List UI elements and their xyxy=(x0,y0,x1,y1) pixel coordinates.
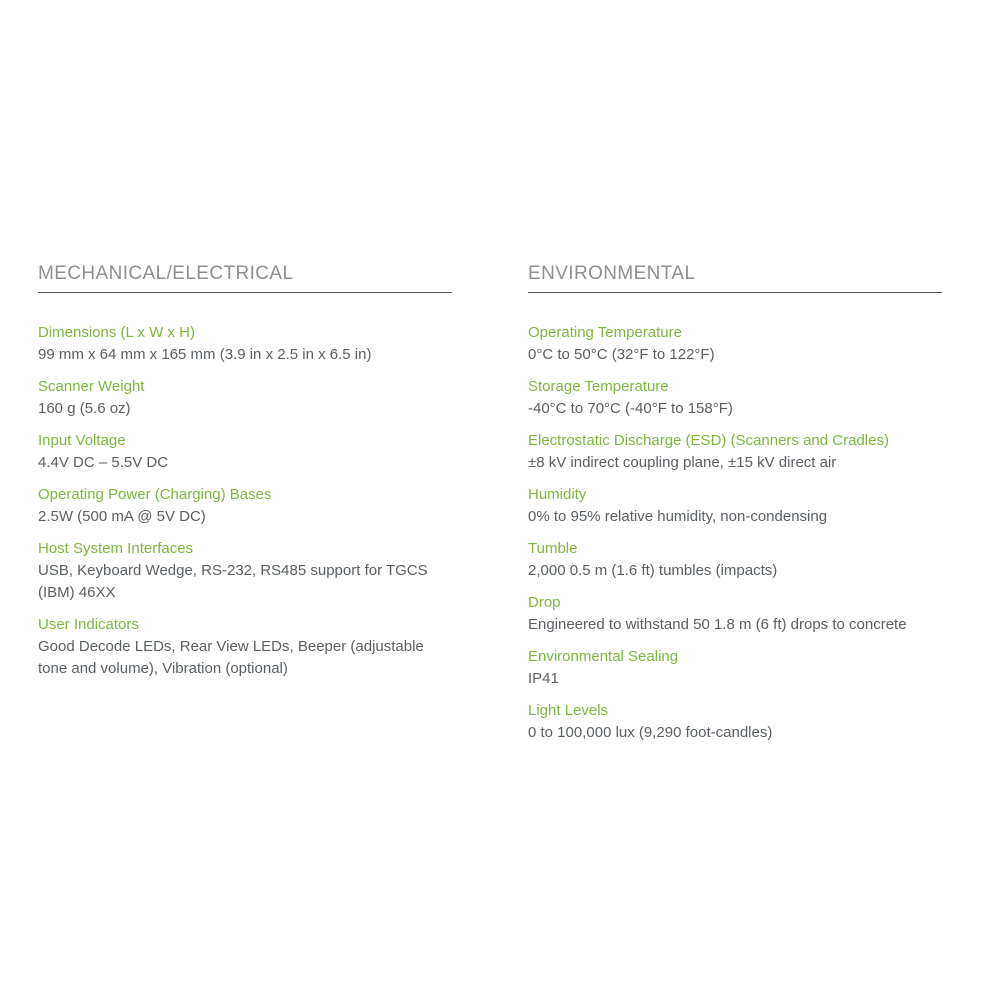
spec-label: Operating Temperature xyxy=(528,324,682,341)
spec-label: Environmental Sealing xyxy=(528,648,679,665)
section-title-mechanical-electrical: MECHANICAL/ELECTRICAL xyxy=(38,263,452,293)
spec-value: -40°C to 70°C (-40°F to 158°F) xyxy=(528,400,733,417)
spec-value: 0% to 95% relative humidity, non-condensing xyxy=(528,508,828,525)
spec-label: Operating Power (Charging) Bases xyxy=(38,486,272,503)
spec-label: Light Levels xyxy=(528,702,609,719)
spec-value: 4.4V DC – 5.5V DC xyxy=(38,454,169,471)
spec-item-storage-temperature xyxy=(528,376,942,420)
spec-label: User Indicators xyxy=(38,616,139,633)
spec-value: 99 mm x 64 mm x 165 mm (3.9 in x 2.5 in x 6.5 in) xyxy=(38,346,372,363)
spec-value: tone and volume), Vibration (optional) xyxy=(38,660,288,677)
spec-sheet xyxy=(38,263,942,754)
spec-item-environmental-sealing xyxy=(528,646,942,690)
column-environmental xyxy=(528,263,942,754)
spec-label: Host System Interfaces xyxy=(38,540,194,557)
spec-value: 160 g (5.6 oz) xyxy=(38,400,131,417)
column-mechanical-electrical xyxy=(38,263,452,754)
spec-value: IP41 xyxy=(528,670,559,687)
spec-item-dimensions xyxy=(38,322,452,366)
spec-label: Input Voltage xyxy=(38,432,126,449)
spec-label: Drop xyxy=(528,594,561,611)
spec-label: Tumble xyxy=(528,540,578,557)
spec-value: USB, Keyboard Wedge, RS-232, RS485 support for TGCS xyxy=(38,562,428,579)
spec-value: ±8 kV indirect coupling plane, ±15 kV direct air xyxy=(528,454,837,471)
spec-value: Engineered to withstand 50 1.8 m (6 ft) drops to concrete xyxy=(528,616,907,633)
spec-item-humidity xyxy=(528,484,942,528)
spec-item-operating-power xyxy=(38,484,452,528)
spec-value: 0 to 100,000 lux (9,290 foot-candles) xyxy=(528,724,773,741)
spec-item-light-levels xyxy=(528,700,942,744)
spec-value: (IBM) 46XX xyxy=(38,584,116,601)
spec-label: Dimensions (L x W x H) xyxy=(38,324,195,341)
spec-item-input-voltage xyxy=(38,430,452,474)
spec-value: 2,000 0.5 m (1.6 ft) tumbles (impacts) xyxy=(528,562,778,579)
spec-label: Electrostatic Discharge (ESD) (Scanners and Cradles) xyxy=(528,432,889,449)
spec-item-operating-temperature xyxy=(528,322,942,366)
spec-label: Storage Temperature xyxy=(528,378,669,395)
spec-item-host-system-interfaces xyxy=(38,538,452,604)
spec-label: Scanner Weight xyxy=(38,378,145,395)
spec-value: Good Decode LEDs, Rear View LEDs, Beeper (adjustable xyxy=(38,638,424,655)
spec-value: 2.5W (500 mA @ 5V DC) xyxy=(38,508,206,525)
spec-item-drop xyxy=(528,592,942,636)
section-title-environmental: ENVIRONMENTAL xyxy=(528,263,942,293)
spec-item-tumble xyxy=(528,538,942,582)
spec-item-user-indicators xyxy=(38,614,452,680)
spec-item-scanner-weight xyxy=(38,376,452,420)
spec-item-esd xyxy=(528,430,942,474)
spec-value: 0°C to 50°C (32°F to 122°F) xyxy=(528,346,715,363)
spec-label: Humidity xyxy=(528,486,587,503)
